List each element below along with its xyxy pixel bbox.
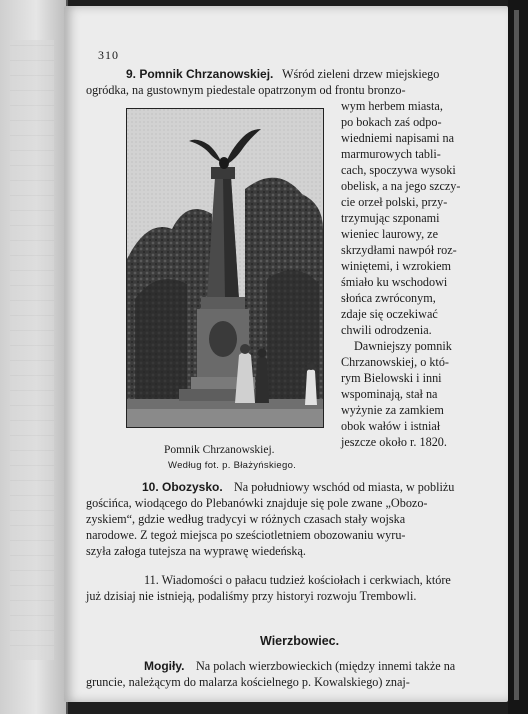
section-9-line: rym Bielowski i inni [341,371,442,385]
section-9-line: cie orzeł polski, przy- [341,195,448,209]
obelisk-illustration [127,109,323,427]
section-9-line: obok wałów i istniał [341,419,441,433]
mogily-subheading: Mogiły. [144,659,185,673]
left-page-texture [10,40,54,660]
wierzbowiec-line: Na polach wierzbowieckich (między innemi także na [196,659,456,673]
section-9-line: trzymując szponami [341,211,440,225]
wierzbowiec-line: gruncie, należącym do malarza kościelnego p. Kowalskiego) znaj- [86,675,410,689]
page-number: 310 [98,48,119,62]
book-spine-edge [508,0,528,714]
section-10-line: narodowe. Z tegoż miejsca po sześciotletniem obozowaniu wyru- [86,528,406,542]
section-9-line: Chrzanowskiej, o któ- [341,355,449,369]
section-10-line: Na południowy wschód od miasta, w pobliżu [234,480,455,494]
section-9-line: marmurowych tabli- [341,147,441,161]
section-9-line: wym herbem miasta, [341,99,443,113]
section-9-line: cach, spoczywa wysoki [341,163,456,177]
section-9-line: skrzydłami nawpół roz- [341,243,457,257]
section-9-line: Wśród zieleni drzew miejskiego [282,67,440,81]
monument-photograph [126,108,324,428]
section-9-line: chwili odrodzenia. [341,323,432,337]
section-11-line: już dzisiaj nie istnieją, podaliśmy przy historyi rozwoju Trembowli. [86,589,417,603]
section-9-line: wiedniemi napisami na [341,131,455,145]
section-9-line: zdaje się oczekiwać [341,307,438,321]
section-9-line: obelisk, a na jego szczy- [341,179,461,193]
section-9-heading: 9. Pomnik Chrzanowskiej. [126,67,274,81]
section-10-line: zyskiem“, gdzie według tradycyi w różnych czasach stały wojska [86,512,406,526]
section-9-line: wspominają, stał na [341,387,438,401]
section-10-line: szyła załoga tutejsza na wyprawę wiedeńską. [86,544,306,558]
wierzbowiec-heading: Wierzbowiec. [260,634,340,648]
book-page [64,6,508,702]
section-9-line: jeszcze około r. 1820. [341,435,447,449]
section-9-line: śmiało ku wschodowi [341,275,448,289]
section-10-line: gościńca, wiodącego do Plebanówki znajduje się pole zwane „Obozo- [86,496,428,510]
photo-caption-title: Pomnik Chrzanowskiej. [164,444,275,456]
section-9-line: ogródka, na gustownym piedestale opatrzonym od frontu bronzo- [86,83,406,97]
section-11-line: 11. Wiadomości o pałacu tudzież kościołach i cerkwiach, które [144,573,451,587]
spine-highlight [514,10,519,700]
photo-caption-credit: Według fot. p. Błażyńskiego. [168,460,297,471]
left-page-edge [0,0,68,714]
section-9-line: słońca zwróconym, [341,291,436,305]
section-9-line: wyżynie za zamkiem [341,403,444,417]
section-10-heading: 10. Obozysko. [142,480,223,494]
section-9-line: Dawniejszy pomnik [354,339,452,353]
section-9-line: po bokach zaś odpo- [341,115,442,129]
section-9-line: winiętemi, i wzrokiem [341,259,451,273]
section-9-line: wieniec laurowy, ze [341,227,438,241]
